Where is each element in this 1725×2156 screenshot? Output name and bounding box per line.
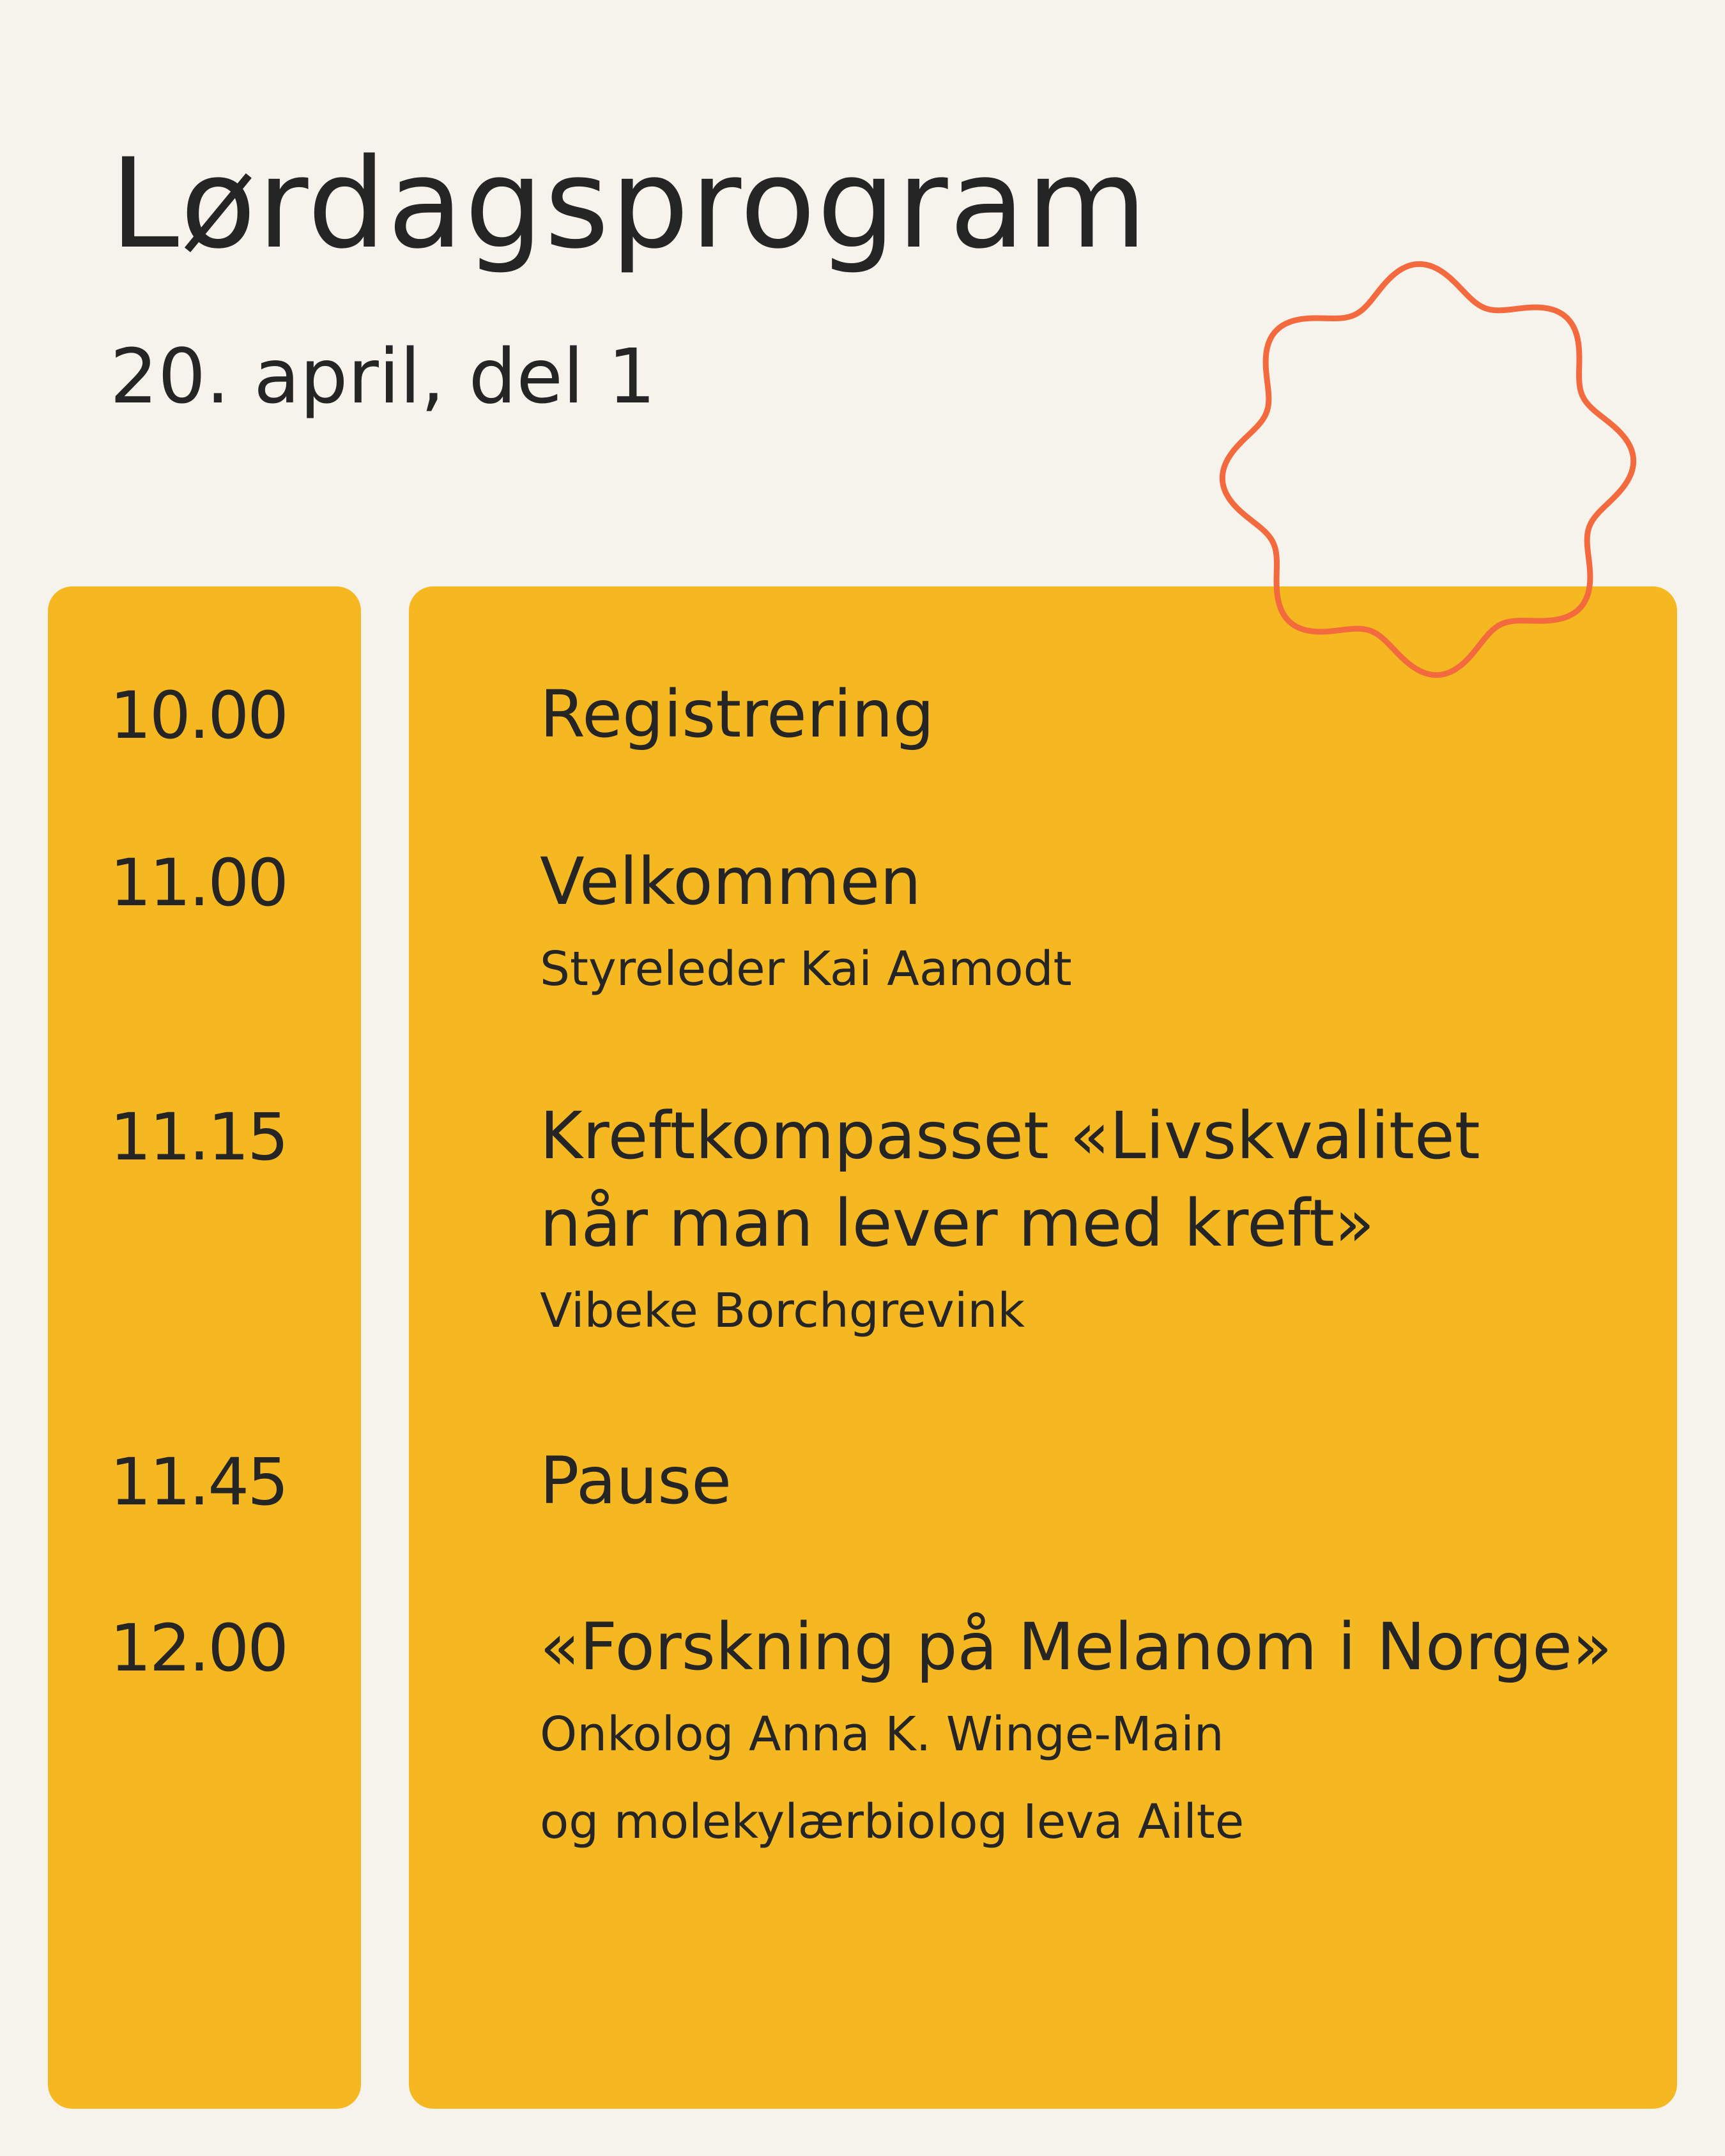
schedule-event <box>540 1437 732 1525</box>
event-speaker: Vibeke Borchgrevink <box>540 1283 1025 1338</box>
event-speaker-line-2: og molekylærbiolog Ieva Ailte <box>540 1794 1245 1849</box>
event-title: Kreftkompasset «Livskvalitet <box>540 1098 1480 1174</box>
wavy-circle-outline-icon <box>1208 249 1648 690</box>
schedule-event <box>540 1092 1480 1355</box>
schedule-event <box>540 1603 1612 1866</box>
event-title: Registrering <box>540 677 935 753</box>
schedule-event <box>540 838 1072 1013</box>
schedule-event <box>540 671 934 758</box>
wavy-circle-stroke <box>1222 264 1633 675</box>
page-subtitle: 20. april, del 1 <box>110 332 656 420</box>
time-column-panel <box>48 586 361 2109</box>
page-title: Lørdagsprogram <box>110 132 1149 276</box>
event-speaker: Onkolog Anna K. Winge-Main <box>540 1707 1224 1762</box>
schedule-time: 10.00 <box>110 678 288 754</box>
schedule-time: 11.00 <box>110 845 288 921</box>
event-title-line-2: når man lever med kreft» <box>540 1186 1375 1262</box>
schedule-time: 12.00 <box>110 1610 288 1686</box>
event-title: Pause <box>540 1443 732 1519</box>
schedule-time: 11.45 <box>110 1444 288 1520</box>
event-title: «Forskning på Melanom i Norge» <box>540 1609 1613 1685</box>
event-title: Velkommen <box>540 844 921 920</box>
schedule-time: 11.15 <box>110 1099 288 1175</box>
event-speaker: Styreleder Kai Aamodt <box>540 942 1072 997</box>
